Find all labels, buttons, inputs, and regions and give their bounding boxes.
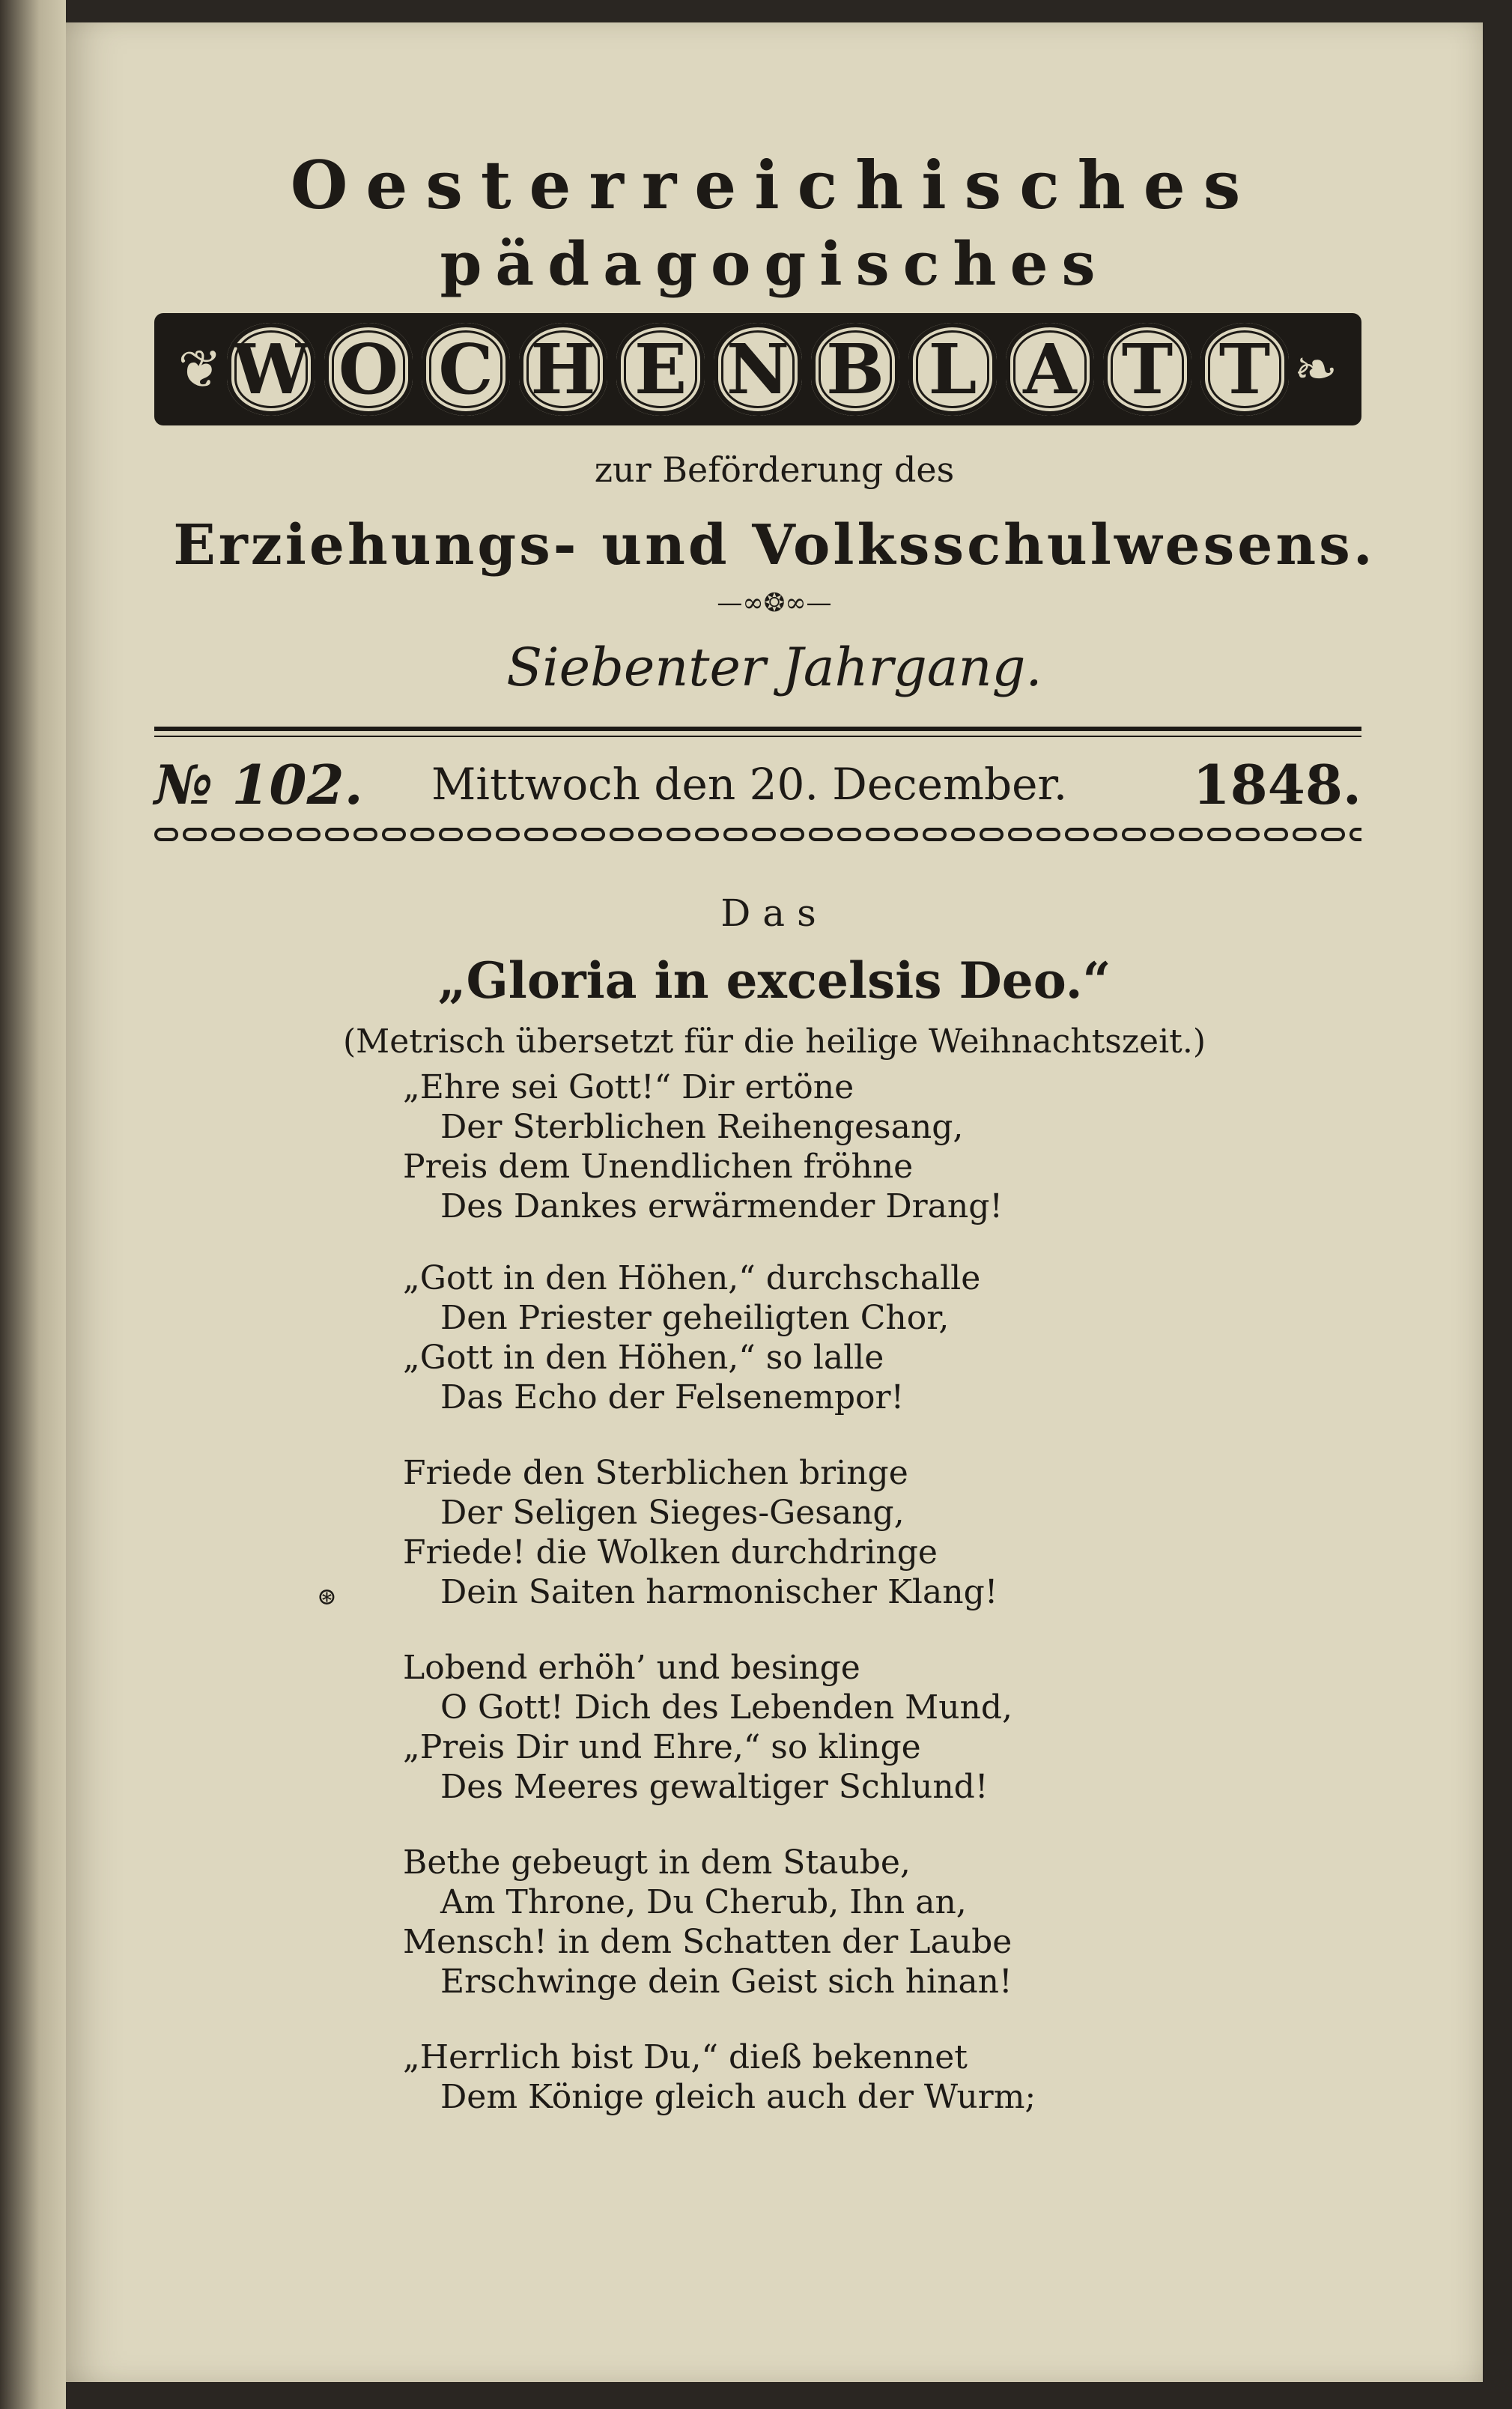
verse-line: O Gott! Dich des Lebenden Mund, xyxy=(440,1688,1013,1727)
stanza xyxy=(403,1258,980,1417)
verse-line: Des Dankes erwärmender Drang! xyxy=(440,1187,1004,1225)
masthead-banner xyxy=(154,313,1361,425)
verse-line: „Gott in den Höhen,“ durchschalle xyxy=(403,1259,981,1297)
volume-label: Siebenter Jahrgang. xyxy=(506,637,1042,698)
divider-ornament-icon: —∞❂∞— xyxy=(717,588,832,618)
banner-letter: T xyxy=(1103,323,1191,416)
masthead-line4: Erziehungs- und Volksschulwesens. xyxy=(173,513,1376,578)
banner-letter: W xyxy=(227,323,315,416)
verse-line: Dem Könige gleich auch der Wurm; xyxy=(440,2078,1036,2116)
poem-kicker: Das xyxy=(720,891,828,935)
banner-letter: N xyxy=(714,323,802,416)
book-gutter xyxy=(0,0,66,2409)
banner-letter: T xyxy=(1200,323,1289,416)
banner-letter: H xyxy=(519,323,607,416)
verse-line: Preis dem Unendlichen fröhne xyxy=(403,1148,914,1186)
verse-line: Lobend erhöh’ und besinge xyxy=(403,1649,860,1687)
verse-line: Bethe gebeugt in dem Staube, xyxy=(403,1843,911,1882)
verse-line: „Ehre sei Gott!“ Dir ertöne xyxy=(403,1068,854,1106)
verse-line: Der Sterblichen Reihengesang, xyxy=(440,1108,964,1146)
verse-line: Friede! die Wolken durchdringe xyxy=(403,1533,938,1572)
verse-line: „Gott in den Höhen,“ so lalle xyxy=(403,1339,884,1377)
banner-letter: B xyxy=(811,323,899,416)
verse-line: Erschwinge dein Geist sich hinan! xyxy=(440,1963,1012,2001)
verse-line: „Preis Dir und Ehre,“ so klinge xyxy=(403,1728,921,1766)
issue-year: 1848. xyxy=(1192,753,1361,816)
margin-mark-icon: ⊛ xyxy=(317,1582,337,1610)
stanza xyxy=(403,1648,1012,1807)
masthead-line2: pädagogisches xyxy=(440,228,1109,299)
masthead-line1: Oesterreichisches xyxy=(290,146,1259,224)
verse-line: Friede den Sterblichen bringe xyxy=(403,1454,908,1492)
stanza xyxy=(403,2037,1036,2117)
banner-letter: C xyxy=(422,323,510,416)
banner-letter: E xyxy=(616,323,705,416)
top-rule-thin xyxy=(154,736,1361,737)
masthead-line3: zur Beförderung des xyxy=(594,449,955,490)
left-ornament-icon: ❦ xyxy=(177,339,222,400)
issue-number: № 102. xyxy=(154,753,363,816)
chain-border xyxy=(154,828,1361,843)
verse-line: Des Meeres gewaltiger Schlund! xyxy=(440,1768,989,1806)
verse-line: Mensch! in dem Schatten der Laube xyxy=(403,1923,1012,1961)
verse-line: Dein Saiten harmonischer Klang! xyxy=(440,1573,998,1611)
verse-line: Der Seligen Sieges-Gesang, xyxy=(440,1494,905,1532)
right-ornament-icon: ❧ xyxy=(1293,339,1338,400)
banner-letter: L xyxy=(908,323,997,416)
poem-subtitle: (Metrisch übersetzt für die heilige Weihnachtszeit.) xyxy=(342,1022,1206,1061)
newspaper-page xyxy=(66,22,1483,2382)
banner-letter: O xyxy=(324,323,413,416)
verse-line: Den Priester geheiligten Chor, xyxy=(440,1299,950,1337)
stanza xyxy=(403,1843,1012,2002)
stanza xyxy=(403,1453,998,1612)
poem-title: „Gloria in excelsis Deo.“ xyxy=(437,951,1111,1010)
issue-line xyxy=(154,753,1361,820)
issue-date: Mittwoch den 20. December. xyxy=(431,759,1068,810)
top-rule xyxy=(154,727,1361,731)
stanza xyxy=(403,1067,1003,1226)
verse-line: „Herrlich bist Du,“ dieß bekennet xyxy=(403,2038,968,2076)
verse-line: Das Echo der Felsenempor! xyxy=(440,1378,905,1416)
banner-letter: A xyxy=(1006,323,1094,416)
verse-line: Am Throne, Du Cherub, Ihn an, xyxy=(440,1883,967,1921)
